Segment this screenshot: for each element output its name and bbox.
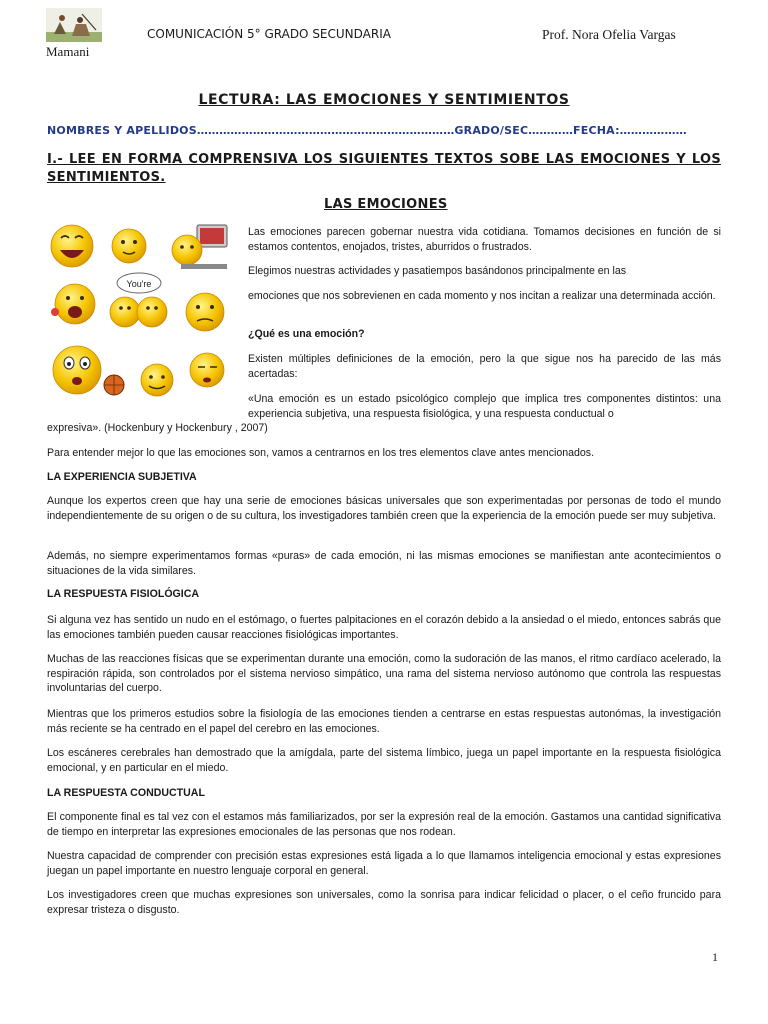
talking-emoji-icon [110,297,140,327]
paragraph: Si alguna vez has sentido un nudo en el estómago, o fuertes palpitaciones en el corazón debido a la ansiedad o el miedo, entonces sabrás que las emociones también pueden causar reacciones fisiológicas importantes. [47,614,721,641]
paragraph: Aunque los expertos creen que hay una serie de emociones básicas universales que son experimentadas por personas de todo el mundo independientemente de su origen o de su cultura, los investigadores también creen que la experiencia de la emoción puede ser muy subjetiva. [47,495,721,522]
paragraph: Existen múltiples definiciones de la emoción, pero la que sigue nos ha parecido de las más acertadas: [248,353,721,380]
paragraph: Mientras que los primeros estudios sobre la fisiología de las emociones tienden a centrarse en estas respuestas autonómas, la investigación más reciente se ha centrado en el papel del cerebro en las emociones. [47,708,721,735]
paragraph: Los escáneres cerebrales han demostrado que la amígdala, parte del sistema límbico, juega un papel importante en la respuesta fisiológica emocional, y en particular en el miedo. [47,747,721,774]
teacher-name: Prof. Nora Ofelia Vargas [542,27,676,42]
quote-citation: expresiva». (Hockenbury y Hockenbury , 2007) [47,422,268,434]
lying-emoji-icon [141,364,173,396]
page-number: 1 [712,950,718,964]
course-label: COMUNICACIÓN 5° GRADO SECUNDARIA [147,27,391,41]
paragraph: Además, no siempre experimentamos formas «puras» de cada emoción, ni las mismas emociones se manifiestan ante acontecimientos o situaciones de la vida similares. [47,550,721,577]
section-title: LAS EMOCIONES [324,197,448,212]
subheading: LA EXPERIENCIA SUBJETIVA [47,471,197,483]
paragraph: Muchas de las reacciones físicas que se experimentan durante una emoción, como la sudoración de las manos, el ritmo cardíaco acelerado, la respiración rápida, son controlados por el sistema nervioso simpático, una rama del sistema nervioso autónomo que controla las respuestas involuntarias del cuerpo. [47,653,721,694]
subheading: LA RESPUESTA CONDUCTUAL [47,787,205,799]
paragraph: emociones que nos sobrevienen en cada momento y nos incitan a realizar una determinada acción. [248,290,716,302]
emoji-illustration [47,220,232,410]
quixote-logo [46,8,102,42]
paragraph: El componente final es tal vez con el estamos más familiarizados, por ser la expresión real de la emoción. Gastamos una cantidad significativa de tiempo en interpretar las expresiones emocionales de las personas que nos rodean. [47,811,721,838]
pondering-emoji-icon [186,293,224,331]
paragraph: Para entender mejor lo que las emociones son, vamos a centrarnos en los tres elementos clave antes mencionados. [47,447,595,459]
student-fields-line: NOMBRES Y APELLIDOS……………………………………………………………GRADO/SEC…………FECHA:……………… [47,124,687,137]
paragraph: Nuestra capacidad de comprender con precisión estas expresiones está ligada a lo que llamamos inteligencia emocional y estas expresiones juegan un papel importante en nuestro lenguaje corporal en general. [47,850,721,877]
paragraph: Elegimos nuestras actividades y pasatiempos basándonos principalmente en las [248,265,627,277]
laughing-emoji-icon [51,225,93,267]
subheading: LA RESPUESTA FISIOLÓGICA [47,588,200,600]
quote-paragraph: «Una emoción es un estado psicológico complejo que implica tres componentes distintos: una experiencia subjetiva, una respuesta fisiológica, y una respuesta conductual o [248,393,721,420]
page-title: LECTURA: LAS EMOCIONES Y SENTIMIENTOS [198,92,570,108]
instruction-heading: I.- LEE EN FORMA COMPRENSIVA LOS SIGUIENTES TEXTOS SOBE LAS EMOCIONES Y LOS SENTIMIENTOS. [47,152,721,185]
author-last-name: Mamani [46,44,90,59]
thinking-emoji-icon [112,229,146,263]
paragraph: Las emociones parecen gobernar nuestra vida cotidiana. Tomamos decisiones en función de si estamos contentos, enojados, tristes, aburridos o frustrados. [248,226,721,253]
surprised-emoji-icon [53,346,101,394]
question-heading: ¿Qué es una emoción? [248,328,365,340]
speech-bubble-text: You're [126,279,152,289]
paragraph: Los investigadores creen que muchas expresiones son universales, como la sonrisa para indicar felicidad o placer, o el ceño fruncido para expresar tristeza o disgusto. [47,889,721,916]
